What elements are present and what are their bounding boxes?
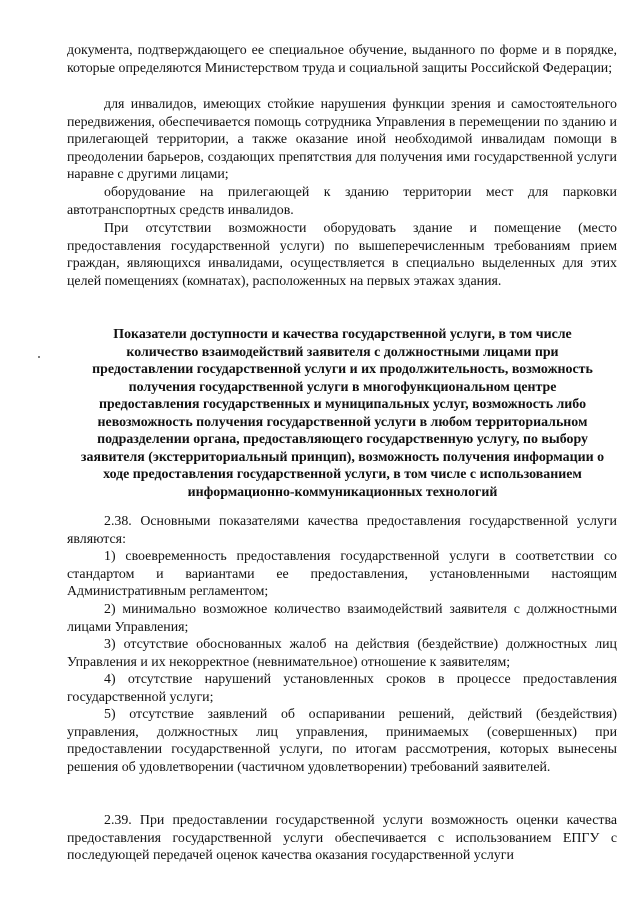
list-item-1: 1) своевременность предоставления государственной услуги в соответствии со стандартом и вариантами ее предоставления, установленными настоящим Административным регламентом; — [67, 549, 617, 600]
paragraph-continuation: документа, подтверждающего ее специальное обучение, выданного по форме и в порядке, которые определяются Министерством труда и социальной защиты Российской Федерации; — [67, 43, 617, 76]
list-item-4: 4) отсутствие нарушений установленных сроков в процессе предоставления государственной услуги; — [67, 672, 617, 705]
scan-speck — [38, 356, 40, 358]
list-item-3: 3) отсутствие обоснованных жалоб на действия (бездействие) должностных лиц Управления и их некорректное (невнимательное) отношение к заявителям; — [67, 637, 617, 670]
list-item-2: 2) минимально возможное количество взаимодействий заявителя с должностными лицами Управления; — [67, 602, 617, 635]
paragraph-parking: оборудование на прилегающей к зданию территории мест для парковки автотранспортных средств инвалидов. — [67, 185, 617, 218]
paragraph-vision-assistance: для инвалидов, имеющих стойкие нарушения функции зрения и самостоятельного передвижения, обеспечивается помощь сотрудника Управления в перемещении по зданию и прилегающей территории, а также оказание иной необходимой инвалидам помощи в преодолении барьеров, создающих препятствия для получения ими государственной услуги наравне с другими лицами; — [67, 97, 617, 183]
paragraph-2-39: 2.39. При предоставлении государственной услуги возможность оценки качества предоставления государственной услуги обеспечивается с использованием ЕПГУ с последующей передачей оценок качества оказания государственной услуги — [67, 813, 617, 864]
paragraph-2-38: 2.38. Основными показателями качества предоставления государственной услуги являются: — [67, 514, 617, 547]
section-heading: Показатели доступности и качества государственной услуги, в том числе количество взаимодействий заявителя с должностными лицами при предоставлении государственной услуги и их продолжительность, возможность получения государственной услуги в многофункциональном центре предоставления государственных и муниципальных услуг, возможность либо невозможность получения государственной услуги в любом территориальном подразделении органа, предоставляющего государственную услугу, по выбору заявителя (экстерриториальный принцип), возможность получения информации о ходе предоставления государственной услуги, в том числе с использованием информационно-коммуникационных технологий — [80, 327, 605, 500]
list-item-5: 5) отсутствие заявлений об оспаривании решений, действий (бездействия) управления, должностных лиц управления, принимаемых (совершенных) при предоставлении государственной услуги, по итогам рассмотрения, которых вынесены решения об удовлетворении (частичном удовлетворении) требований заявителей. — [67, 707, 617, 775]
paragraph-alternative-premises: При отсутствии возможности оборудовать здание и помещение (место предоставления государственной услуги) по вышеперечисленным требованиям прием граждан, являющихся инвалидами, осуществляется в специально выделенных для этих целей помещениях (комнатах), расположенных на первых этажах здания. — [67, 221, 617, 289]
